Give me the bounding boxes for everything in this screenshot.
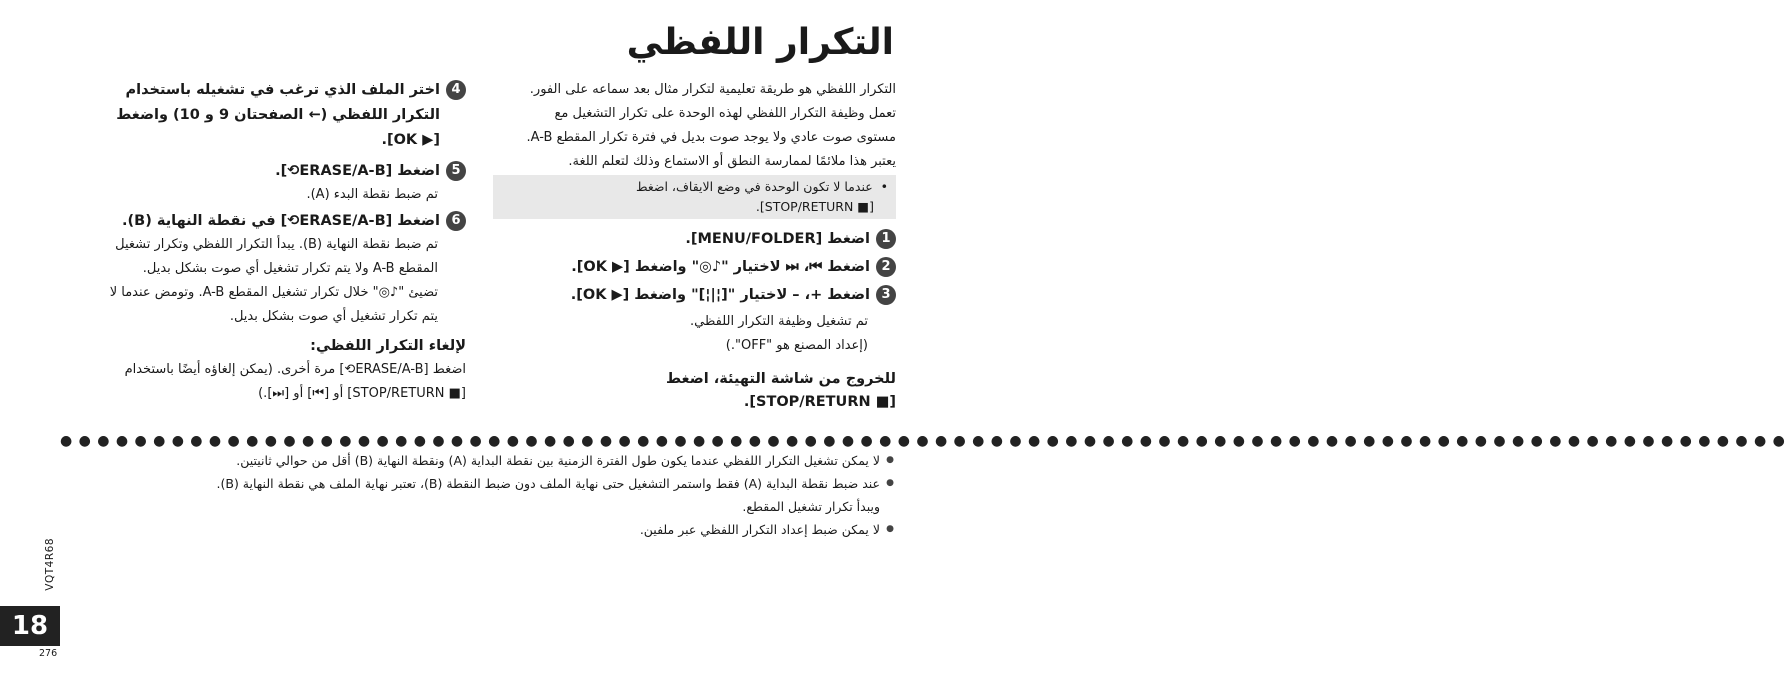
page-title: التكرار اللفظي: [626, 22, 894, 63]
note-line: [■ STOP/RETURN].: [755, 199, 874, 214]
detail-line: (إعداد المصنع هو "OFF".): [725, 338, 868, 353]
step-number-icon: 6: [446, 211, 466, 231]
list-item: ● لا يمكن تشغيل التكرار اللفظي عندما يكون طول الفترة الزمنية بين نقطة البداية (A) ونقطة النهاية (B) أقل من حوالي ثانيتين.: [64, 449, 894, 472]
step-2: [476, 256, 896, 279]
cancel-line: اضغط [ERASE/A-B⟲] مرة أخرى. (يمكن إلغاؤه أيضًا باستخدام: [124, 362, 466, 377]
step-6-detail: [56, 233, 466, 329]
intro-paragraph: [496, 78, 896, 174]
step-text: اضغط [ERASE/A-B⟲] في نقطة النهاية (B).: [122, 213, 440, 229]
sub-page-number: 276: [39, 648, 58, 659]
notes-list: [64, 449, 894, 541]
step-6: [56, 210, 466, 233]
step-number-icon: 5: [446, 161, 466, 181]
exit-line: [■ STOP/RETURN].: [743, 394, 896, 410]
step-5: [56, 160, 466, 183]
step-number-icon: 1: [876, 229, 896, 249]
step-text: التكرار اللفظي (← الصفحتان 9 و 10) واضغط: [116, 107, 440, 123]
step-text: اضغط ⏮، ⏭ لاختيار "♪◎" واضغط [▶ OK].: [571, 259, 870, 275]
intro-line: تعمل وظيفة التكرار اللفظي لهذه الوحدة على تكرار التشغيل مع: [554, 106, 896, 121]
document-code: VQT4R68: [44, 538, 56, 591]
exit-instruction: [476, 368, 896, 414]
step-number-icon: 2: [876, 257, 896, 277]
step-3-detail: [476, 310, 896, 358]
list-item: ● عند ضبط نقطة البداية (A) فقط واستمر التشغيل حتى نهاية الملف دون ضبط النقطة (B)، تعتبر نهاية الملف هي نقطة النهاية (B).: [64, 472, 894, 495]
step-text: [▶ OK].: [381, 132, 440, 148]
detail-line: تم ضبط نقطة النهاية (B). يبدأ التكرار اللفظي وتكرار تشغيل: [115, 237, 438, 252]
note-text: عندما لا تكون الوحدة في وضع الايقاف، اضغط: [635, 179, 873, 194]
step-1: [476, 228, 896, 251]
steps-left: [56, 78, 466, 406]
step-4: [56, 78, 466, 153]
intro-line: مستوى صوت عادي ولا يوجد صوت بديل في فترة تكرار المقطع A-B.: [526, 130, 896, 145]
step-text: اختر الملف الذي ترغب في تشغيله باستخدام: [125, 82, 440, 98]
page-number: 18: [0, 606, 60, 646]
step-3: [476, 284, 896, 307]
cancel-line: [■ STOP/RETURN] أو [⏮] أو [⏭].): [258, 386, 466, 401]
step-number-icon: 3: [876, 285, 896, 305]
bullet-icon: •: [872, 179, 888, 194]
cancel-detail: [56, 358, 466, 406]
step-text: اضغط +، – لاختيار "[¦|¦]" واضغط [▶ OK].: [570, 287, 870, 303]
step-number-icon: 4: [446, 80, 466, 100]
detail-line: تضيئ "♪◎" خلال تكرار تشغيل المقطع A-B. وتومض عندما لا: [109, 285, 438, 300]
note-box: [493, 175, 896, 219]
detail-line: تم تشغيل وظيفة التكرار اللفظي.: [690, 314, 868, 329]
step-text: اضغط [MENU/FOLDER].: [685, 231, 870, 247]
intro-line: يعتبر هذا ملائمًا لممارسة النطق أو الاستماع وذلك لتعلم اللغة.: [568, 154, 896, 169]
cancel-heading: لإلغاء التكرار اللفظي:: [310, 338, 466, 354]
list-item-continuation: ويبدأ تكرار تشغيل المقطع.: [742, 499, 880, 514]
intro-line: التكرار اللفظي هو طريقة تعليمية لتكرار مثال بعد سماعه على الفور.: [529, 82, 896, 97]
step-text: اضغط [ERASE/A-B⟲].: [275, 163, 440, 179]
note-line: [501, 177, 888, 197]
steps-right: [476, 228, 896, 414]
exit-line: للخروج من شاشة التهيئة، اضغط: [665, 371, 896, 387]
dotted-separator: ●●●●●●●●●●●●●●●●●●●●●●●●●●●●●●●●●●●●●●●●●●●●●●●●●●●●●●●●●●●●●●●●●●●●●●●●●●●●●●●●●●●●●●●●●●●●●: [60, 433, 1791, 449]
detail-line: يتم تكرار تشغيل أي صوت بشكل بديل.: [229, 309, 438, 324]
list-item: ● لا يمكن ضبط إعداد التكرار اللفظي عبر ملفين.: [64, 518, 894, 541]
detail-line: المقطع A-B ولا يتم تكرار تشغيل أي صوت بشكل بديل.: [142, 261, 438, 276]
step-5-detail: تم ضبط نقطة البدء (A).: [306, 187, 438, 202]
